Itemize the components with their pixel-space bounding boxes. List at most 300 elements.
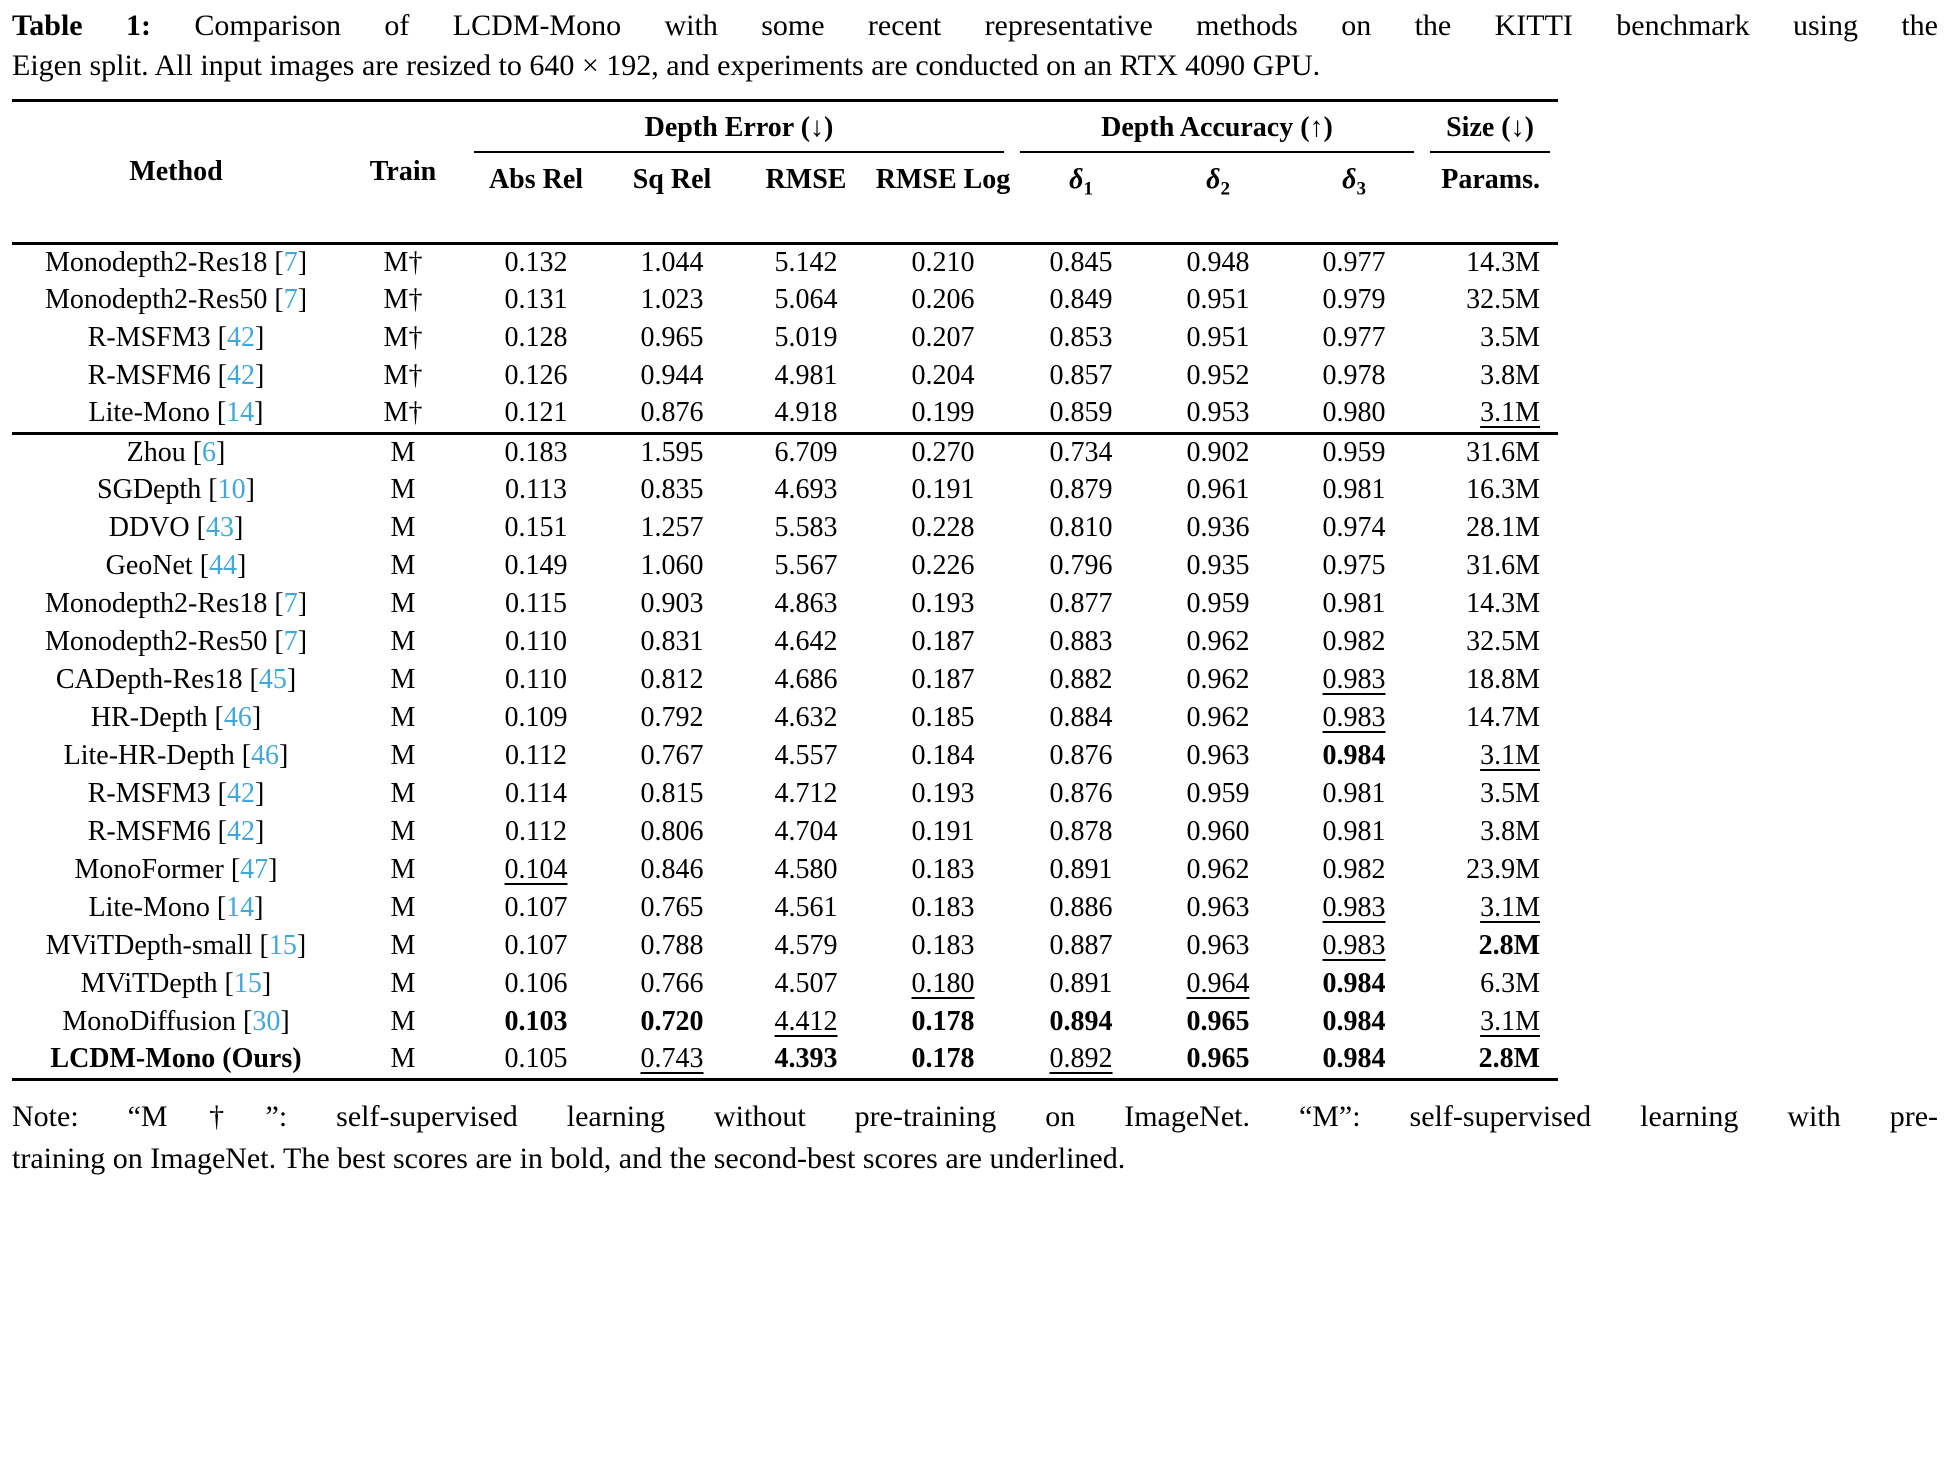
value: 0.981 — [1322, 816, 1386, 847]
caption-line-1 — [12, 6, 1938, 46]
value: 18.8M — [1466, 664, 1541, 695]
citation-number[interactable]: 42 — [226, 322, 255, 353]
value-cell-sq-rel — [606, 395, 738, 433]
citation-link[interactable]: [43] — [196, 512, 244, 543]
citation-number[interactable]: 7 — [283, 246, 298, 278]
value-cell-abs-rel — [466, 889, 606, 927]
table-row — [12, 1041, 1558, 1079]
value: 0.815 — [640, 778, 704, 809]
note-line-1: Note: “M†”: self-supervised learning without pre-training on ImageNet. “M”: self-supervised learning with pre- — [12, 1099, 1938, 1133]
table-row — [12, 1003, 1558, 1041]
value: 0.183 — [911, 930, 975, 961]
value-cell-delta-3 — [1286, 433, 1422, 471]
value: 0.935 — [1186, 550, 1250, 581]
value-cell-params — [1422, 1003, 1558, 1041]
value-cell-delta-2 — [1150, 243, 1286, 281]
value: 5.567 — [774, 550, 838, 581]
value: 0.859 — [1049, 397, 1113, 429]
value-cell-params — [1422, 927, 1558, 965]
value: 0.105 — [504, 1043, 568, 1075]
value: 0.207 — [911, 322, 975, 353]
method-cell — [12, 433, 340, 471]
citation-number[interactable]: 47 — [240, 854, 269, 885]
value-cell-delta-3 — [1286, 623, 1422, 661]
table-row — [12, 775, 1558, 813]
method-name: MViTDepth-small — [45, 930, 253, 961]
value-cell-delta-2 — [1150, 699, 1286, 737]
train-cell: M† — [383, 397, 423, 429]
citation-number[interactable]: 46 — [223, 702, 252, 733]
value-cell-sq-rel — [606, 813, 738, 851]
citation-link[interactable]: [47] — [230, 854, 278, 885]
value-cell-rmse — [738, 395, 874, 433]
method-cell — [12, 243, 340, 281]
value-cell-sq-rel — [606, 243, 738, 281]
citation-number[interactable]: 7 — [283, 284, 298, 315]
train-cell: M† — [383, 284, 423, 315]
value: 0.812 — [640, 664, 704, 695]
value-cell-rmse — [738, 927, 874, 965]
value: 0.974 — [1322, 512, 1386, 543]
column-header-params: Params. — [1441, 164, 1541, 195]
value: 3.5M — [1480, 322, 1541, 353]
value: 3.1M — [1480, 397, 1541, 429]
value: 0.831 — [640, 626, 704, 657]
value: 0.845 — [1049, 246, 1113, 278]
value: 14.7M — [1466, 702, 1541, 733]
value: 0.788 — [640, 930, 704, 961]
value-cell-delta-3 — [1286, 889, 1422, 927]
citation-number[interactable]: 30 — [252, 1006, 281, 1037]
value-cell-sq-rel — [606, 509, 738, 547]
value: 1.023 — [640, 284, 704, 315]
value: 14.3M — [1466, 246, 1541, 278]
value-cell-sq-rel — [606, 889, 738, 927]
value: 0.226 — [911, 550, 975, 581]
value-cell-sq-rel — [606, 547, 738, 585]
method-cell — [12, 319, 340, 357]
value: 31.6M — [1466, 550, 1541, 581]
value-cell-rmse-log — [874, 965, 1012, 1003]
value-cell-sq-rel — [606, 585, 738, 623]
value-cell-rmse — [738, 737, 874, 775]
column-header-delta-3: $\delta_3$ — [1342, 164, 1366, 200]
citation-link[interactable]: [7] — [274, 626, 308, 657]
value: 0.806 — [640, 816, 704, 847]
value: 4.632 — [774, 702, 838, 733]
value: 0.983 — [1322, 892, 1386, 923]
table-caption — [12, 6, 1938, 86]
value-cell-delta-1 — [1012, 281, 1150, 319]
value: 0.178 — [911, 1006, 975, 1037]
citation-link[interactable]: [7] — [274, 284, 308, 315]
value-cell-delta-1 — [1012, 737, 1150, 775]
method-name: Monodepth2-Res50 — [44, 626, 268, 657]
citation-link[interactable]: [14] — [216, 397, 264, 429]
method-cell — [12, 547, 340, 585]
value-cell-abs-rel — [466, 547, 606, 585]
method-name: R-MSFM3 — [87, 322, 211, 353]
value-cell-params — [1422, 319, 1558, 357]
method-cell — [12, 813, 340, 851]
value-cell-params — [1422, 851, 1558, 889]
value: 0.963 — [1186, 892, 1250, 923]
value-cell-rmse-log — [874, 851, 1012, 889]
citation-link[interactable]: [46] — [241, 740, 289, 771]
value-cell-abs-rel — [466, 243, 606, 281]
value-cell-delta-1 — [1012, 623, 1150, 661]
value: 0.962 — [1186, 626, 1250, 657]
citation-link[interactable]: [15] — [259, 930, 307, 961]
citation-number[interactable]: 44 — [209, 550, 238, 581]
table-row — [12, 281, 1558, 319]
value-cell-rmse — [738, 433, 874, 471]
value: 0.983 — [1322, 702, 1386, 733]
value: 5.142 — [774, 246, 838, 278]
value: 16.3M — [1466, 474, 1541, 505]
train-cell: M — [390, 1043, 416, 1075]
value: 0.110 — [505, 664, 567, 695]
value: 0.206 — [911, 284, 975, 315]
value-cell-rmse — [738, 281, 874, 319]
value: 0.210 — [911, 246, 975, 278]
value: 3.1M — [1480, 892, 1541, 923]
citation-number[interactable]: 15 — [268, 930, 297, 961]
value-cell-sq-rel — [606, 927, 738, 965]
value-cell-rmse-log — [874, 737, 1012, 775]
value: 28.1M — [1466, 512, 1541, 543]
value-cell-params — [1422, 699, 1558, 737]
value-cell-params — [1422, 889, 1558, 927]
value-cell-delta-2 — [1150, 623, 1286, 661]
citation-link[interactable]: [42] — [217, 322, 265, 353]
value: 0.104 — [504, 854, 568, 885]
train-cell: M — [390, 702, 416, 733]
value-cell-delta-1 — [1012, 547, 1150, 585]
value: 0.112 — [505, 816, 567, 847]
value-cell-sq-rel — [606, 471, 738, 509]
value-cell-delta-1 — [1012, 471, 1150, 509]
value-cell-abs-rel — [466, 851, 606, 889]
table-row — [12, 965, 1558, 1003]
value-cell-delta-3 — [1286, 585, 1422, 623]
value: 0.977 — [1322, 322, 1386, 353]
value-cell-rmse — [738, 623, 874, 661]
value-cell-rmse — [738, 889, 874, 927]
value-cell-rmse-log — [874, 813, 1012, 851]
citation-link[interactable]: [42] — [217, 778, 265, 809]
value: 0.151 — [504, 512, 568, 543]
train-cell: M — [390, 664, 416, 695]
value: 1.044 — [640, 246, 704, 278]
value: 4.712 — [774, 778, 838, 809]
value-cell-rmse — [738, 509, 874, 547]
value: 0.183 — [504, 436, 568, 468]
caption-line-2: Eigen split. All input images are resized to 640 × 192, and experiments are conducted on an RTX 4090 GPU. — [12, 49, 1321, 82]
train-cell: M — [390, 854, 416, 885]
citation-link[interactable]: [15] — [224, 968, 272, 999]
method-name: LCDM-Mono (Ours) — [50, 1043, 302, 1075]
value-cell-abs-rel — [466, 433, 606, 471]
value: 0.944 — [640, 360, 704, 391]
value: 0.963 — [1186, 740, 1250, 771]
value-cell-abs-rel — [466, 1003, 606, 1041]
method-cell — [12, 623, 340, 661]
value: 0.886 — [1049, 892, 1113, 923]
value-cell-delta-1 — [1012, 433, 1150, 471]
value-cell-abs-rel — [466, 623, 606, 661]
citation-number[interactable]: 7 — [283, 626, 298, 657]
value-cell-rmse-log — [874, 471, 1012, 509]
citation-number[interactable]: 10 — [217, 474, 246, 505]
value-cell-params — [1422, 509, 1558, 547]
value-cell-delta-2 — [1150, 851, 1286, 889]
value: 0.959 — [1186, 778, 1250, 809]
value: 0.977 — [1322, 246, 1386, 278]
value-cell-abs-rel — [466, 395, 606, 433]
value: 0.103 — [504, 1006, 568, 1037]
value-cell-rmse-log — [874, 1041, 1012, 1079]
value-cell-delta-3 — [1286, 775, 1422, 813]
group-header-size — [1422, 101, 1558, 154]
value-cell-delta-2 — [1150, 661, 1286, 699]
value-cell-sq-rel — [606, 661, 738, 699]
value-cell-delta-1 — [1012, 965, 1150, 1003]
value-cell-delta-2 — [1150, 585, 1286, 623]
value: 0.962 — [1186, 664, 1250, 695]
citation-number[interactable]: 43 — [205, 512, 234, 543]
value: 0.743 — [640, 1043, 704, 1075]
value: 0.965 — [640, 322, 704, 353]
value: 0.184 — [911, 740, 975, 771]
value: 5.019 — [774, 322, 838, 353]
value-cell-params — [1422, 471, 1558, 509]
method-name: GeoNet — [105, 550, 193, 581]
citation-link[interactable]: [45] — [249, 664, 297, 695]
value: 6.3M — [1480, 968, 1541, 999]
value-cell-delta-1 — [1012, 889, 1150, 927]
value: 4.918 — [774, 397, 838, 429]
table-row — [12, 471, 1558, 509]
method-cell — [12, 1003, 340, 1041]
value: 1.595 — [640, 436, 704, 468]
value-cell-abs-rel — [466, 775, 606, 813]
value: 1.060 — [640, 550, 704, 581]
group-header-depth-accuracy-label: Depth Accuracy (↑) — [1020, 102, 1414, 153]
value: 0.983 — [1322, 930, 1386, 961]
citation-link[interactable]: [42] — [217, 816, 265, 847]
value: 0.131 — [504, 284, 568, 315]
value-cell-rmse — [738, 699, 874, 737]
value-cell-delta-3 — [1286, 357, 1422, 395]
value: 0.879 — [1049, 474, 1113, 505]
value: 0.965 — [1186, 1006, 1250, 1037]
citation-number[interactable]: 42 — [226, 360, 255, 391]
value-cell-rmse-log — [874, 319, 1012, 357]
citation-link[interactable]: [10] — [208, 474, 255, 505]
citation-link[interactable]: [30] — [243, 1006, 290, 1037]
value: 0.810 — [1049, 512, 1113, 543]
value: 0.796 — [1049, 550, 1113, 581]
value-cell-delta-1 — [1012, 1041, 1150, 1079]
method-name: R-MSFM6 — [87, 360, 211, 391]
citation-link[interactable]: [42] — [217, 360, 265, 391]
table-row — [12, 623, 1558, 661]
value: 0.204 — [911, 360, 975, 391]
citation-number[interactable]: 45 — [258, 664, 287, 695]
value-cell-rmse-log — [874, 775, 1012, 813]
method-cell — [12, 889, 340, 927]
value-cell-abs-rel — [466, 585, 606, 623]
citation-number[interactable]: 14 — [226, 397, 255, 429]
value-cell-sq-rel — [606, 319, 738, 357]
value-cell-params — [1422, 623, 1558, 661]
value-cell-abs-rel — [466, 319, 606, 357]
value-cell-rmse-log — [874, 395, 1012, 433]
method-cell — [12, 1041, 340, 1079]
value: 4.642 — [774, 626, 838, 657]
value-cell-delta-2 — [1150, 395, 1286, 433]
value-cell-delta-3 — [1286, 851, 1422, 889]
value: 0.984 — [1322, 1043, 1386, 1075]
value: 14.3M — [1466, 588, 1541, 619]
value-cell-delta-1 — [1012, 661, 1150, 699]
method-name: Monodepth2-Res50 — [44, 284, 268, 315]
value-cell-params — [1422, 775, 1558, 813]
value: 0.115 — [505, 588, 567, 619]
value: 0.948 — [1186, 246, 1250, 278]
value: 0.891 — [1049, 854, 1113, 885]
citation-number[interactable]: 42 — [226, 816, 255, 847]
value-cell-delta-2 — [1150, 737, 1286, 775]
column-header-delta-2: $\delta_2$ — [1206, 164, 1230, 200]
value-cell-rmse — [738, 471, 874, 509]
value-cell-delta-1 — [1012, 775, 1150, 813]
value-cell-rmse-log — [874, 1003, 1012, 1041]
value: 31.6M — [1466, 436, 1541, 468]
value-cell-abs-rel — [466, 965, 606, 1003]
value: 0.113 — [505, 474, 567, 505]
value-cell-delta-2 — [1150, 775, 1286, 813]
method-name: MonoFormer — [74, 854, 224, 885]
citation-link[interactable]: [44] — [199, 550, 247, 581]
method-cell — [12, 737, 340, 775]
method-name: SGDepth — [97, 474, 202, 505]
value: 0.883 — [1049, 626, 1113, 657]
value: 0.960 — [1186, 816, 1250, 847]
value: 0.191 — [911, 474, 975, 505]
value: 0.110 — [505, 626, 567, 657]
train-cell: M — [390, 892, 416, 923]
method-name: MonoDiffusion — [62, 1006, 237, 1037]
value: 0.270 — [911, 436, 975, 468]
citation-number[interactable]: 7 — [283, 588, 298, 619]
method-cell — [12, 699, 340, 737]
value: 3.1M — [1480, 1006, 1541, 1037]
value-cell-params — [1422, 433, 1558, 471]
value: 0.962 — [1186, 854, 1250, 885]
value-cell-delta-3 — [1286, 395, 1422, 433]
value-cell-delta-3 — [1286, 965, 1422, 1003]
value: 0.984 — [1322, 740, 1386, 771]
value: 0.891 — [1049, 968, 1113, 999]
value-cell-delta-3 — [1286, 509, 1422, 547]
value: 4.561 — [774, 892, 838, 923]
column-header-abs-rel: Abs Rel — [488, 164, 584, 195]
train-cell: M — [390, 512, 416, 543]
method-name: Lite-Mono — [88, 397, 210, 429]
value: 4.507 — [774, 968, 838, 999]
value: 0.953 — [1186, 397, 1250, 429]
citation-number[interactable]: 15 — [233, 968, 262, 999]
citation-number[interactable]: 14 — [226, 892, 255, 923]
citation-link[interactable]: [14] — [216, 892, 264, 923]
value-cell-delta-3 — [1286, 281, 1422, 319]
value-cell-abs-rel — [466, 699, 606, 737]
value: 0.183 — [911, 892, 975, 923]
value: 0.876 — [1049, 740, 1113, 771]
group-header-depth-accuracy — [1012, 101, 1422, 154]
train-cell: M† — [383, 322, 423, 353]
method-cell — [12, 965, 340, 1003]
method-name: HR-Depth — [90, 702, 208, 733]
value: 4.981 — [774, 360, 838, 391]
value: 2.8M — [1478, 930, 1541, 961]
method-cell — [12, 775, 340, 813]
value-cell-delta-2 — [1150, 1003, 1286, 1041]
value: 0.191 — [911, 816, 975, 847]
table-row — [12, 319, 1558, 357]
value: 0.185 — [911, 702, 975, 733]
value-cell-delta-2 — [1150, 357, 1286, 395]
citation-link[interactable]: [7] — [274, 246, 308, 278]
value-cell-delta-3 — [1286, 319, 1422, 357]
value: 0.876 — [1049, 778, 1113, 809]
method-cell — [12, 927, 340, 965]
value: 0.199 — [911, 397, 975, 429]
value: 0.892 — [1049, 1043, 1113, 1075]
citation-link[interactable]: [6] — [192, 436, 226, 468]
value-cell-params — [1422, 243, 1558, 281]
value-cell-delta-2 — [1150, 889, 1286, 927]
value: 0.984 — [1322, 1006, 1386, 1037]
value: 0.979 — [1322, 284, 1386, 315]
value: 4.686 — [774, 664, 838, 695]
train-cell: M — [390, 474, 416, 505]
value-cell-sq-rel — [606, 281, 738, 319]
citation-number[interactable]: 6 — [202, 436, 217, 468]
citation-link[interactable]: [7] — [274, 588, 308, 619]
value: 0.884 — [1049, 702, 1113, 733]
value: 0.951 — [1186, 284, 1250, 315]
citation-link[interactable]: [46] — [214, 702, 262, 733]
method-cell — [12, 661, 340, 699]
value: 0.835 — [640, 474, 704, 505]
value: 0.767 — [640, 740, 704, 771]
value: 0.959 — [1186, 588, 1250, 619]
value: 0.112 — [505, 740, 567, 771]
value-cell-abs-rel — [466, 281, 606, 319]
value-cell-rmse-log — [874, 357, 1012, 395]
citation-number[interactable]: 42 — [226, 778, 255, 809]
value-cell-params — [1422, 737, 1558, 775]
method-name: MViTDepth — [80, 968, 218, 999]
value-cell-delta-1 — [1012, 319, 1150, 357]
citation-number[interactable]: 46 — [251, 740, 280, 771]
value-cell-params — [1422, 357, 1558, 395]
value-cell-delta-1 — [1012, 927, 1150, 965]
value: 0.121 — [504, 397, 568, 429]
